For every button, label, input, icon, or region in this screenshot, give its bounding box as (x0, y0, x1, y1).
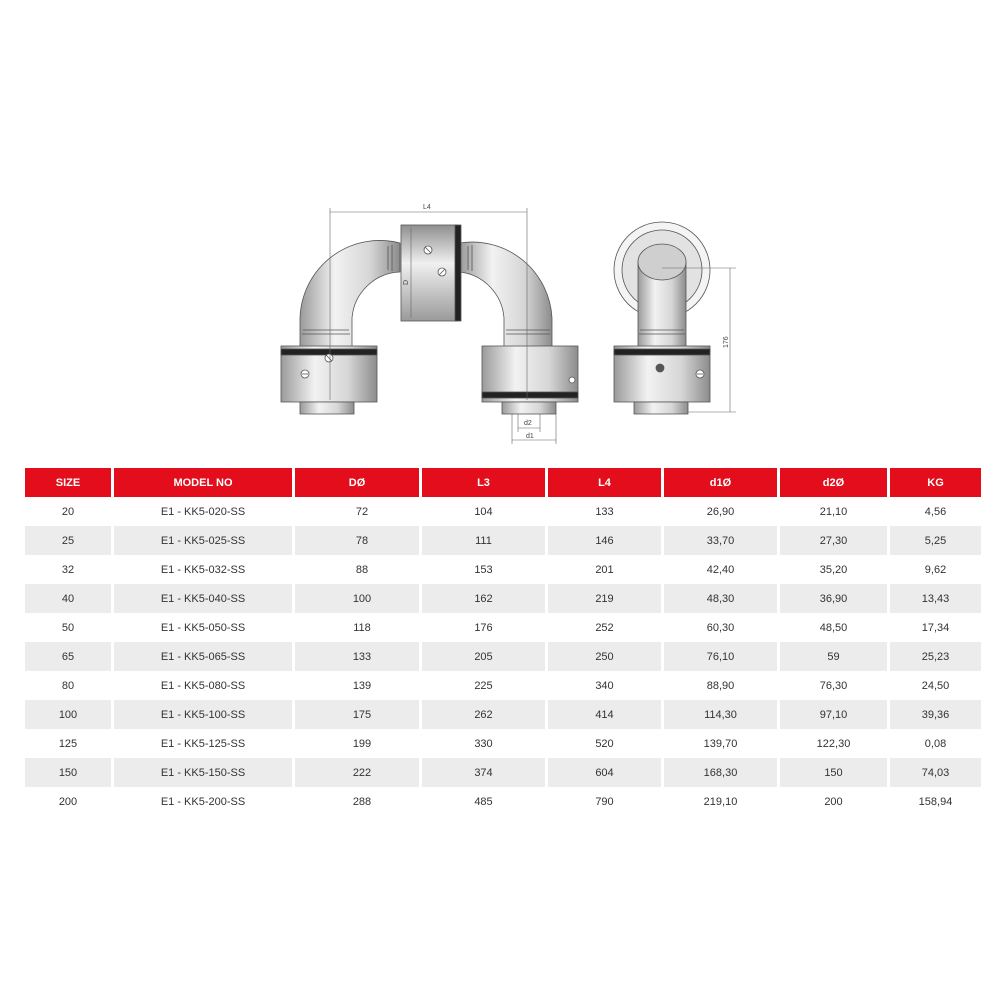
table-cell: 0,08 (890, 729, 981, 758)
table-cell: 36,90 (780, 584, 887, 613)
table-cell: E1 - KK5-065-SS (114, 642, 292, 671)
table-cell: 111 (422, 526, 545, 555)
table-cell: 222 (295, 758, 419, 787)
table-cell: 330 (422, 729, 545, 758)
table-cell: 78 (295, 526, 419, 555)
table-cell: 60,30 (664, 613, 777, 642)
table-cell: 104 (422, 497, 545, 526)
table-cell: 133 (548, 497, 661, 526)
table-cell: 114,30 (664, 700, 777, 729)
table-cell: 48,30 (664, 584, 777, 613)
table-cell: 176 (422, 613, 545, 642)
table-cell: 199 (295, 729, 419, 758)
table-cell: 50 (25, 613, 111, 642)
table-cell: 122,30 (780, 729, 887, 758)
table-cell: 25,23 (890, 642, 981, 671)
table-cell: 88 (295, 555, 419, 584)
column-header: DØ (295, 468, 419, 497)
table-row (25, 613, 981, 642)
spec-table (22, 468, 984, 816)
table-cell: 250 (548, 642, 661, 671)
table-cell: 225 (422, 671, 545, 700)
center-body (401, 225, 457, 321)
table-cell: 219,10 (664, 787, 777, 816)
table-cell: E1 - KK5-100-SS (114, 700, 292, 729)
table-cell: 133 (295, 642, 419, 671)
table-cell: E1 - KK5-150-SS (114, 758, 292, 787)
dim-label-d: D (403, 279, 410, 285)
table-cell: 175 (295, 700, 419, 729)
table-cell: 100 (25, 700, 111, 729)
table-cell: 33,70 (664, 526, 777, 555)
front-view (281, 225, 578, 414)
table-cell: 201 (548, 555, 661, 584)
table-cell: 374 (422, 758, 545, 787)
table-cell: 13,43 (890, 584, 981, 613)
table-cell: 790 (548, 787, 661, 816)
table-cell: 27,30 (780, 526, 887, 555)
table-row (25, 729, 981, 758)
table-cell: E1 - KK5-032-SS (114, 555, 292, 584)
table-cell: 74,03 (890, 758, 981, 787)
table-cell: E1 - KK5-080-SS (114, 671, 292, 700)
left-elbow (300, 240, 400, 348)
table-cell: 21,10 (780, 497, 887, 526)
column-header: MODEL NO (114, 468, 292, 497)
table-cell: 4,56 (890, 497, 981, 526)
table-cell: 168,30 (664, 758, 777, 787)
dim-label-d1: d1 (526, 433, 534, 440)
table-cell: 80 (25, 671, 111, 700)
table-cell: 72 (295, 497, 419, 526)
table-row (25, 671, 981, 700)
table-cell: 97,10 (780, 700, 887, 729)
side-view (614, 222, 710, 414)
table-row (25, 497, 981, 526)
table-cell: E1 - KK5-200-SS (114, 787, 292, 816)
table-cell: 219 (548, 584, 661, 613)
table-row (25, 642, 981, 671)
table-cell: 9,62 (890, 555, 981, 584)
table-cell: 162 (422, 584, 545, 613)
column-header: d1Ø (664, 468, 777, 497)
table-cell: 414 (548, 700, 661, 729)
table-row (25, 526, 981, 555)
table-cell: 100 (295, 584, 419, 613)
table-cell: 35,20 (780, 555, 887, 584)
table-cell: 40 (25, 584, 111, 613)
table-cell: 485 (422, 787, 545, 816)
table-cell: 32 (25, 555, 111, 584)
table-cell: 24,50 (890, 671, 981, 700)
table-row (25, 700, 981, 729)
table-cell: 39,36 (890, 700, 981, 729)
table-cell: 150 (780, 758, 887, 787)
table-cell: 262 (422, 700, 545, 729)
table-cell: 200 (780, 787, 887, 816)
table-cell: E1 - KK5-020-SS (114, 497, 292, 526)
table-cell: 146 (548, 526, 661, 555)
column-header: L3 (422, 468, 545, 497)
table-row (25, 787, 981, 816)
table-cell: 88,90 (664, 671, 777, 700)
table-cell: E1 - KK5-025-SS (114, 526, 292, 555)
table-cell: 205 (422, 642, 545, 671)
table-row (25, 555, 981, 584)
column-header: L4 (548, 468, 661, 497)
table-cell: E1 - KK5-040-SS (114, 584, 292, 613)
dim-label-height: 176 (723, 336, 730, 348)
table-cell: 125 (25, 729, 111, 758)
table-cell: 59 (780, 642, 887, 671)
table-cell: 118 (295, 613, 419, 642)
table-cell: 42,40 (664, 555, 777, 584)
table-cell: 252 (548, 613, 661, 642)
table-cell: 76,10 (664, 642, 777, 671)
right-elbow (460, 242, 552, 348)
table-cell: 17,34 (890, 613, 981, 642)
column-header: d2Ø (780, 468, 887, 497)
table-cell: 25 (25, 526, 111, 555)
column-header: KG (890, 468, 981, 497)
table-cell: 200 (25, 787, 111, 816)
table-cell: 150 (25, 758, 111, 787)
dim-label-l4: L4 (423, 204, 431, 211)
table-row (25, 758, 981, 787)
dim-label-d2: d2 (524, 420, 532, 427)
table-cell: 5,25 (890, 526, 981, 555)
table-cell: 604 (548, 758, 661, 787)
table-header-row (25, 468, 981, 497)
table-cell: 139,70 (664, 729, 777, 758)
table-cell: E1 - KK5-125-SS (114, 729, 292, 758)
column-header: SIZE (25, 468, 111, 497)
table-cell: E1 - KK5-050-SS (114, 613, 292, 642)
table-cell: 139 (295, 671, 419, 700)
table-cell: 48,50 (780, 613, 887, 642)
table-cell: 153 (422, 555, 545, 584)
table-cell: 520 (548, 729, 661, 758)
table-cell: 26,90 (664, 497, 777, 526)
table-row (25, 584, 981, 613)
table-cell: 158,94 (890, 787, 981, 816)
technical-drawing (0, 0, 1000, 460)
table-cell: 65 (25, 642, 111, 671)
table-cell: 20 (25, 497, 111, 526)
table-cell: 288 (295, 787, 419, 816)
table-cell: 76,30 (780, 671, 887, 700)
table-cell: 340 (548, 671, 661, 700)
